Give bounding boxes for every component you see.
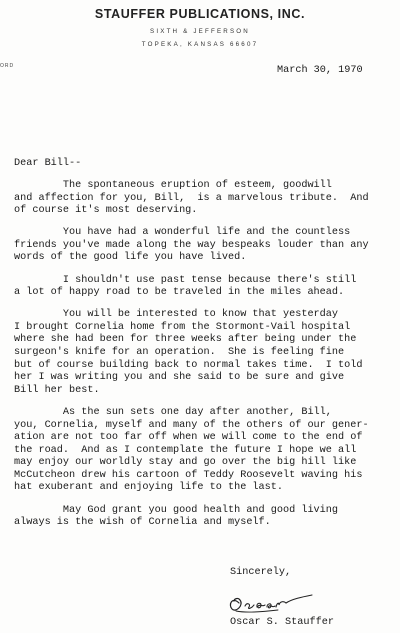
text-line: You will be interested to know that yesterday (14, 309, 339, 321)
text-line: may enjoy our worldly stay and go over the big hill like (14, 457, 357, 469)
text-line: but of course building back to normal takes time. I told (14, 359, 363, 371)
text-line: where she had been for three weeks after being under the (14, 334, 357, 346)
closing: Sincerely, (230, 567, 292, 578)
text-line: hat exuberant and enjoying life to the last. (14, 482, 283, 494)
text-line: I brought Cornelia home from the Stormont-Vail hospital (14, 321, 351, 333)
text-line: May God grant you good health and good living (14, 504, 339, 516)
text-line: words of the good life you have lived. (14, 252, 247, 264)
text-line: friends you've made along the way bespeaks louder than any (14, 239, 369, 251)
letterhead-edge-fragment: ORD (0, 63, 15, 69)
paragraph-5 (14, 407, 396, 495)
paragraph-6 (14, 505, 396, 530)
text-line: her I was writing you and she said to be sure and give (14, 372, 345, 384)
letter-body (14, 180, 396, 539)
text-line: the road. And as I contemplate the future I hope we all (14, 444, 357, 456)
handwritten-signature (226, 589, 316, 617)
text-line: a lot of happy road to be traveled in the miles ahead. (14, 287, 345, 299)
letter-date: March 30, 1970 (277, 65, 363, 76)
text-line: You have had a wonderful life and the countless (14, 227, 351, 239)
text-line: Bill her best. (14, 384, 100, 396)
text-line: always is the wish of Cornelia and myself. (14, 517, 271, 529)
paragraph-3 (14, 275, 396, 300)
text-line: I shouldn't use past tense because there's still (14, 274, 357, 286)
letterhead-city: TOPEKA, KANSAS 66607 (141, 41, 259, 48)
salutation: Dear Bill-- (14, 158, 82, 169)
paragraph-1 (14, 180, 396, 218)
text-line: you, Cornelia, myself and many of the others of our gener- (14, 419, 369, 431)
text-line: and affection for you, Bill, is a marvelous tribute. And (14, 192, 369, 204)
text-line: ation are not too far off when we will come to the end of (14, 432, 363, 444)
paragraph-4 (14, 309, 396, 397)
text-line: surgeon's knife for an operation. She is feeling fine (14, 347, 345, 359)
text-line: The spontaneous eruption of esteem, goodwill (14, 180, 332, 191)
text-line: As the sun sets one day after another, Bill, (14, 406, 332, 418)
signer-name: Oscar S. Stauffer (230, 617, 334, 628)
text-line: McCutcheon drew his cartoon of Teddy Roosevelt waving his (14, 469, 363, 481)
text-line: of course it's most deserving. (14, 205, 198, 217)
letterhead-company-name: STAUFFER PUBLICATIONS, INC. (94, 7, 306, 21)
paragraph-2 (14, 227, 396, 265)
letterhead-street: SIXTH & JEFFERSON (150, 28, 250, 35)
